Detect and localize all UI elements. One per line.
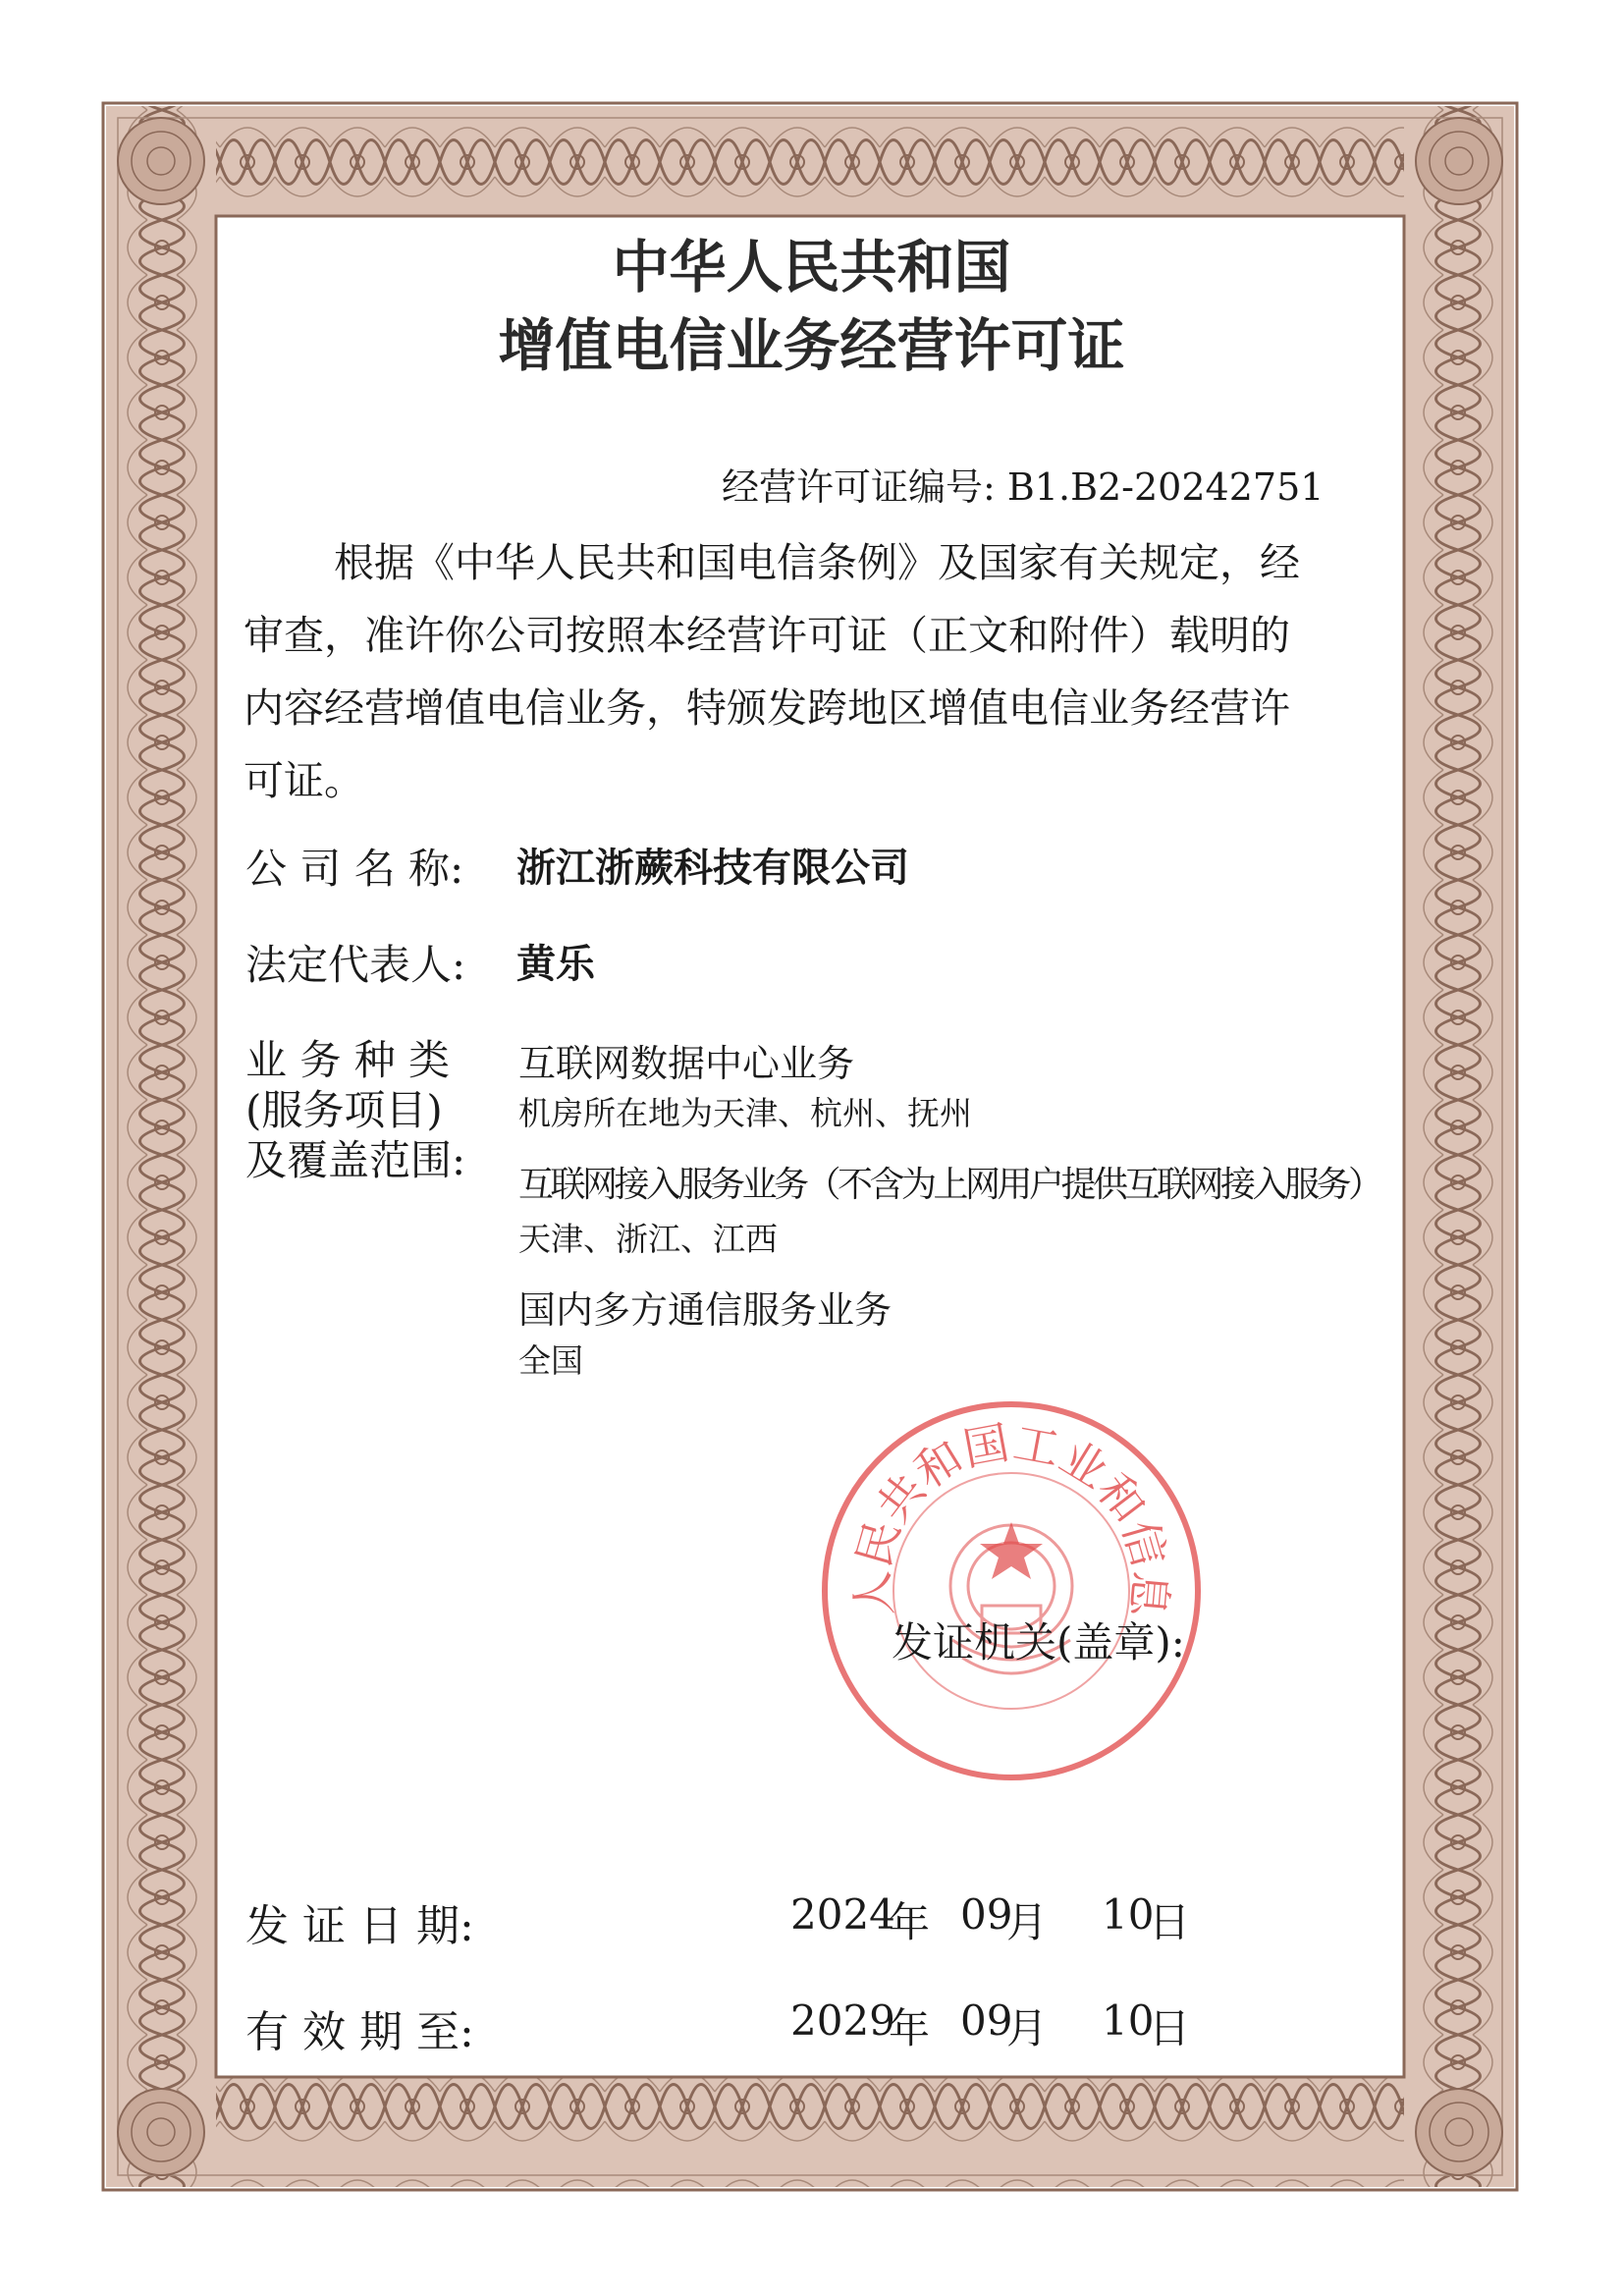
issue-month-unit: 月 (1006, 1898, 1049, 1946)
scope-label-3: 及覆盖范围: (245, 1136, 466, 1184)
issue-day: 10 (1102, 1890, 1155, 1939)
valid-until-label: 有 效 期 至: (245, 2007, 474, 2057)
issue-date-label: 发 证 日 期: (245, 1901, 474, 1951)
legal-rep-label: 法定代表人: (245, 941, 466, 989)
valid-day-unit: 日 (1149, 2004, 1191, 2052)
service-1-name: 互联网数据中心业务 (518, 1042, 855, 1085)
license-number: 经营许可证编号: B1.B2-20242751 (722, 465, 1325, 509)
company-label: 公 司 名 称: (245, 845, 464, 893)
service-2-name: 互联网接入服务业务（不含为上网用户提供互联网接入服务） (518, 1165, 1380, 1205)
issuer-label: 发证机关(盖章): (892, 1618, 1185, 1667)
service-3-name: 国内多方通信服务业务 (518, 1288, 893, 1332)
scope-label-1: 业 务 种 类 (245, 1036, 451, 1084)
service-3-coverage: 全国 (518, 1341, 583, 1380)
valid-month: 09 (960, 1996, 1013, 2045)
issue-month: 09 (960, 1890, 1013, 1939)
service-2-coverage: 天津、浙江、江西 (518, 1220, 778, 1258)
valid-year: 2029 (790, 1996, 895, 2045)
issue-year-unit: 年 (889, 1898, 931, 1946)
preamble-line-3: 内容经营增值电信业务，特颁发跨地区增值电信业务经营许 (243, 684, 1290, 732)
legal-rep-value: 黄乐 (516, 942, 595, 987)
valid-year-unit: 年 (889, 2004, 931, 2052)
preamble-line-2: 审查，准许你公司按照本经营许可证（正文和附件）载明的 (243, 612, 1290, 659)
issue-year: 2024 (790, 1890, 895, 1939)
preamble-line-1: 根据《中华人民共和国电信条例》及国家有关规定，经 (334, 539, 1300, 586)
company-value: 浙江浙蕨科技有限公司 (516, 846, 909, 891)
seal-ring-text: 人民共和国工业和信息 (844, 1415, 1178, 1619)
issue-day-unit: 日 (1149, 1898, 1191, 1946)
preamble-line-4: 可证。 (243, 757, 364, 804)
title-line-1: 中华人民共和国 (612, 234, 1011, 301)
title-line-2: 增值电信业务经营许可证 (498, 312, 1125, 379)
valid-day: 10 (1102, 1996, 1155, 2045)
official-seal (815, 1394, 1208, 1787)
valid-month-unit: 月 (1006, 2004, 1049, 2052)
scope-label-2: (服务项目) (245, 1086, 443, 1134)
service-1-coverage: 机房所在地为天津、杭州、抚州 (518, 1094, 972, 1132)
